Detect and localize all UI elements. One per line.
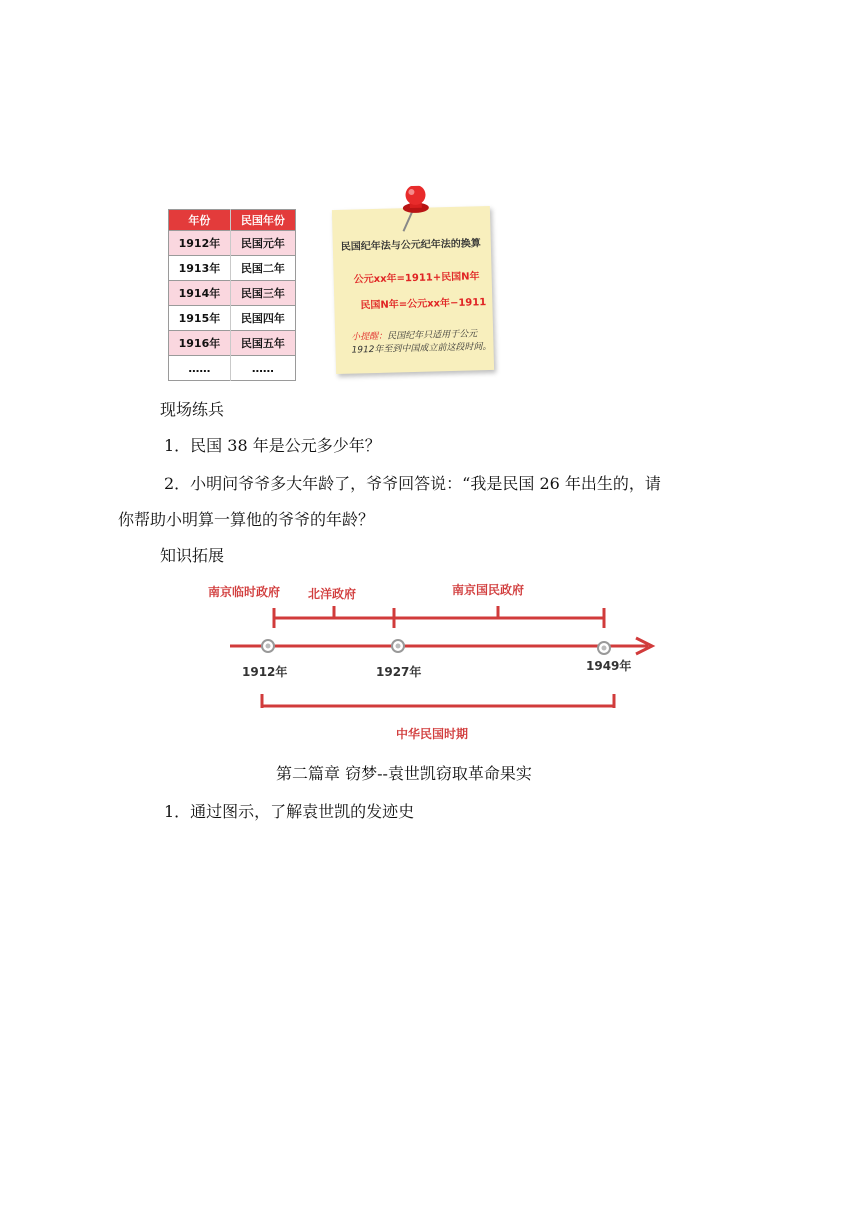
year-label: 1949年 [586, 659, 632, 673]
label-republic-period: 中华民国时期 [396, 727, 469, 741]
upper-bracket-nanjing-national [394, 606, 604, 628]
table-cell: 1913年 [169, 256, 231, 281]
note-tip [351, 328, 492, 358]
table-row [169, 281, 296, 306]
label-nanjing-national-govt: 南京国民政府 [452, 583, 525, 597]
note-formula-minguo: 民国N年=公元xx年−1911 [360, 297, 487, 312]
table-row [169, 256, 296, 281]
chapter-title: 第二篇章 窃梦--袁世凯窃取革命果实 [276, 764, 532, 783]
table-row [169, 231, 296, 256]
table-header-year: 年份 [169, 210, 231, 231]
table-cell: 民国四年 [230, 306, 295, 331]
note-formula-ad: 公元xx年=1911+民国N年 [353, 271, 480, 286]
table-row [169, 306, 296, 331]
timeline-arrow [230, 638, 652, 654]
table-row [169, 331, 296, 356]
label-beiyang-govt: 北洋政府 [308, 587, 357, 601]
year-label: 1912年 [242, 665, 288, 679]
note-tip-label: 小提醒： [351, 331, 388, 343]
lower-bracket-republic-period [262, 694, 614, 708]
year-marker-1927 [392, 640, 404, 652]
republic-timeline-diagram [200, 578, 670, 748]
table-cell: 1915年 [169, 306, 231, 331]
table-cell: 民国元年 [230, 231, 295, 256]
question-2-line-1: 2．小明问爷爷多大年龄了，爷爷回答说：“我是民国 26 年出生的，请 [164, 474, 661, 493]
year-label: 1927年 [376, 665, 422, 679]
pushpin-icon [393, 185, 438, 236]
year-marker-1912 [262, 640, 274, 652]
year-marker-1949 [598, 642, 610, 654]
upper-bracket-beiyang [274, 606, 394, 628]
table-cell: 1912年 [169, 231, 231, 256]
question-1: 1．民国 38 年是公元多少年？ [164, 436, 381, 455]
table-cell: 民国五年 [230, 331, 295, 356]
chapter-item-1: 1．通过图示，了解袁世凯的发迹史 [164, 802, 415, 821]
year-conversion-table [168, 209, 296, 381]
table-cell: …… [169, 356, 231, 381]
label-nanjing-provisional-govt: 南京临时政府 [208, 585, 281, 599]
conversion-sticky-note [332, 206, 494, 374]
table-cell: 1916年 [169, 331, 231, 356]
table-cell: …… [230, 356, 295, 381]
table-cell: 民国二年 [230, 256, 295, 281]
section-heading-knowledge: 知识拓展 [160, 546, 225, 565]
section-heading-practice: 现场练兵 [160, 400, 225, 419]
note-tip-text: 民国纪年只适用于公元1912年至到中国成立前这段时间。 [351, 329, 492, 356]
question-2-line-2: 你帮助小明算一算他的爷爷的年龄？ [118, 510, 375, 529]
table-row [169, 356, 296, 381]
note-title: 民国纪年法与公元纪年法的换算 [340, 238, 481, 253]
table-header-minguo-year: 民国年份 [230, 210, 295, 231]
table-cell: 民国三年 [230, 281, 295, 306]
table-cell: 1914年 [169, 281, 231, 306]
